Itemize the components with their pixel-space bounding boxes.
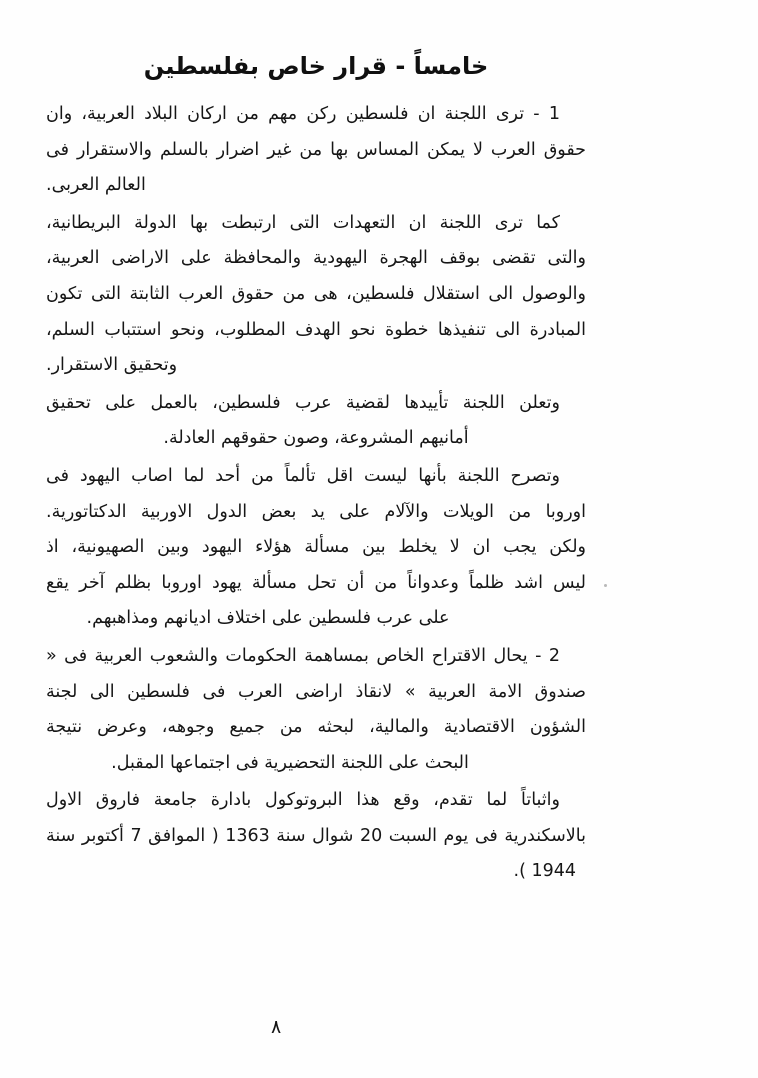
body-line: العالم العربى. (46, 175, 146, 196)
body-line: واثباتاً لما تقدم، وقع هذا البروتوكول بادارة جامعة فاروق الاول (46, 790, 560, 811)
body-line: 2 - يحال الاقتراح الخاص بمساهمة الحكومات والشعوب العربية فى « (46, 645, 560, 666)
body-line: والتى تقضى بوقف الهجرة اليهودية والمحافظة على الاراضى العربية، (46, 248, 586, 269)
body-line: بالاسكندرية فى يوم السبت 20 شوال سنة 1363 ( الموافق 7 أكتوبر سنة (46, 825, 586, 846)
body-line: حقوق العرب لا يمكن المساس بها من غير اضرار بالسلم والاستقرار فى (46, 139, 586, 160)
paragraph (46, 639, 586, 781)
scan-speck (604, 584, 607, 587)
body-line: على عرب فلسطين على اختلاف اديانهم ومذاهبهم. (86, 608, 450, 629)
body-line: كما ترى اللجنة ان التعهدات التى ارتبطت بها الدولة البريطانية، (46, 212, 560, 233)
page-number: ٨ (271, 1016, 282, 1038)
body-line: ليس اشد ظلماً وعدواناً من أن تحل مسألة يهود اوروبا بظلم آخر يقع (46, 572, 586, 593)
paragraph (46, 97, 586, 204)
body-text (46, 97, 586, 890)
paragraph (46, 206, 586, 384)
body-line: والوصول الى استقلال فلسطين، هى من حقوق العرب الثابتة التى تكون (46, 283, 586, 304)
body-line: 1944 ). (513, 861, 576, 882)
body-line: 1 - ترى اللجنة ان فلسطين ركن مهم من اركان البلاد العربية، وان (46, 104, 560, 124)
paragraph (46, 386, 586, 457)
body-line: وتصرح اللجنة بأنها ليست اقل تألماً من أحد لما اصاب اليهود فى (46, 465, 560, 486)
body-line: وتحقيق الاستقرار. (46, 355, 178, 376)
paragraph (46, 783, 586, 890)
body-line: الشؤون الاقتصادية والمالية، لبحثه من جميع وجوهه، وعرض نتيجة (46, 717, 586, 738)
body-line: ولكن يجب ان لا يخلط بين مسألة هؤلاء اليهود وبين الصهيونية، اذ (46, 537, 586, 558)
body-line: أمانيهم المشروعة، وصون حقوقهم العادلة. (163, 428, 469, 449)
body-line: اوروبا من الويلات والآلام على يد بعض الدول الاوربية الدكتاتورية. (46, 501, 586, 522)
body-line: وتعلن اللجنة تأييدها لقضية عرب فلسطين، بالعمل على تحقيق (46, 392, 560, 413)
body-line: صندوق الامة العربية » لانقاذ اراضى العرب فى فلسطين الى لجنة (46, 681, 586, 702)
paragraph (46, 459, 586, 637)
body-line: المبادرة الى تنفيذها خطوة نحو الهدف المطلوب، ونحو استتباب السلم، (46, 319, 586, 340)
section-title: خامساً - قرار خاص بفلسطين (143, 52, 489, 80)
body-line: البحث على اللجنة التحضيرية فى اجتماعها المقبل. (111, 752, 469, 773)
